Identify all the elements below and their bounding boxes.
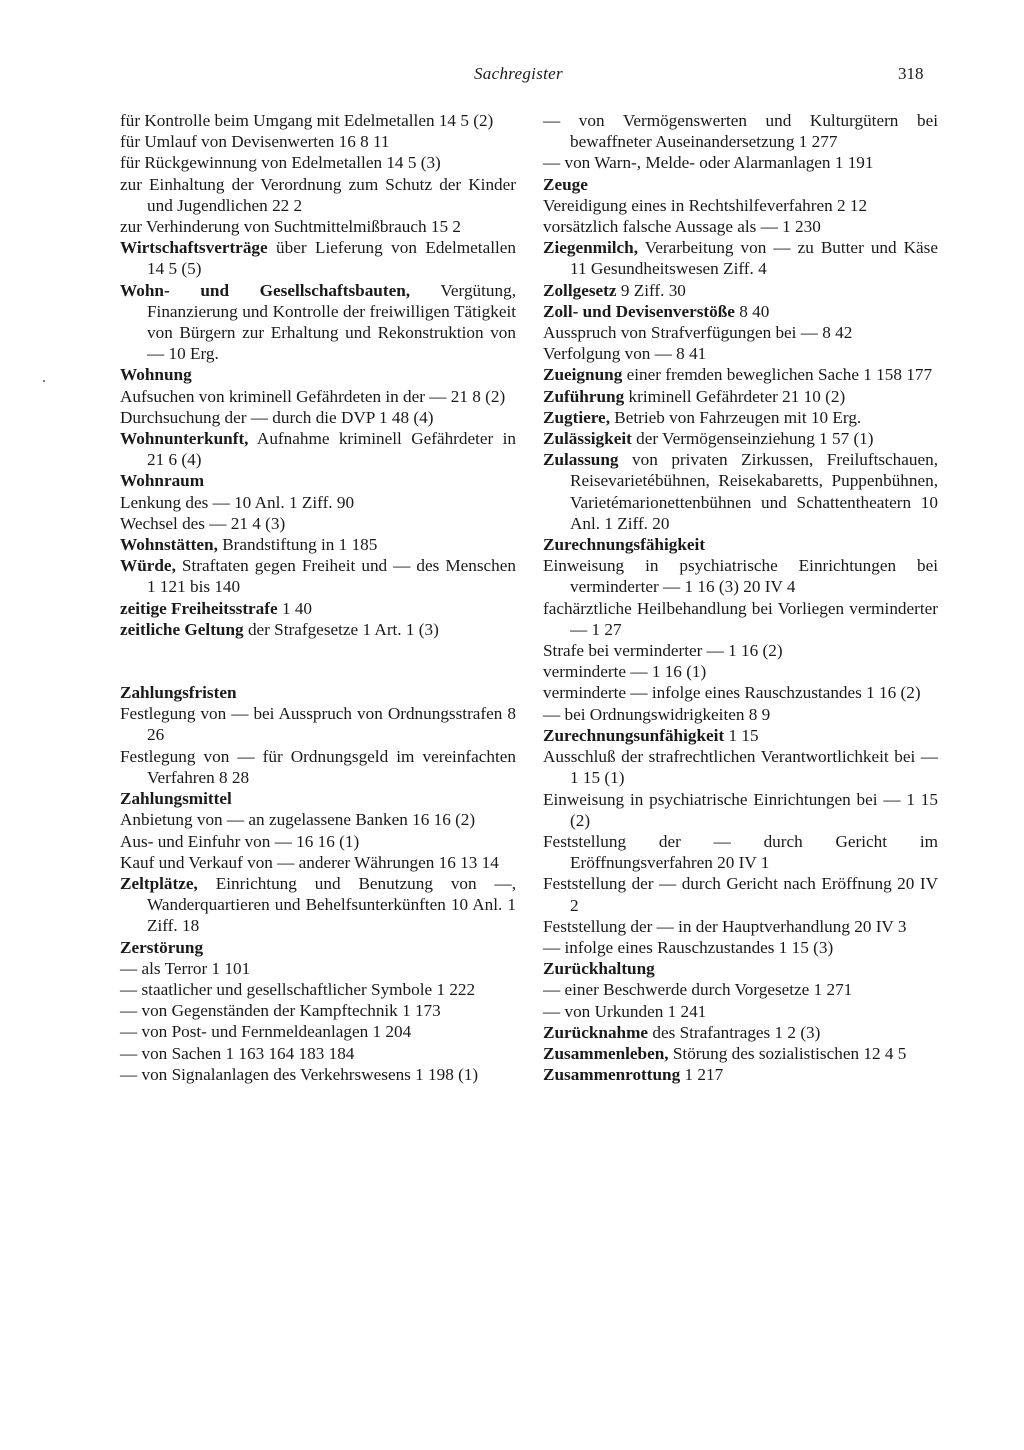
index-entry bbox=[543, 725, 938, 746]
index-entry-headword: Zusammenleben, bbox=[543, 1043, 669, 1063]
index-entry-text: — von Urkunden 1 241 bbox=[543, 1001, 707, 1021]
index-entry-headword: zeitige Freiheitsstrafe bbox=[120, 598, 278, 618]
index-entry-text: zur Verhinderung von Suchtmittelmißbrauch 15 2 bbox=[120, 217, 461, 237]
index-entry-text: — staatlicher und gesellschaftlicher Symbole 1 222 bbox=[120, 979, 476, 999]
index-entry bbox=[543, 407, 938, 428]
index-entry-text: Einrichtung und Benutzung von —, Wanderquartieren und Behelfsunterkünften 10 Anl. 1 Ziff. 18 bbox=[147, 873, 516, 936]
index-entry-headword: Zerstörung bbox=[120, 937, 204, 957]
index-entry-text: 8 40 bbox=[734, 301, 770, 321]
index-entry bbox=[120, 216, 516, 237]
index-entry bbox=[543, 1022, 938, 1043]
index-column-left bbox=[120, 110, 516, 1085]
index-entry-text: Feststellung der — durch Gericht nach Eröffnung 20 IV 2 bbox=[543, 874, 938, 915]
index-entry bbox=[120, 873, 516, 937]
index-entry-text: — von Signalanlagen des Verkehrswesens 1 198 (1) bbox=[120, 1064, 479, 1084]
index-entry bbox=[120, 534, 516, 555]
index-entry bbox=[120, 428, 516, 470]
index-entry bbox=[543, 364, 938, 385]
index-entry-text: — von Post- und Fernmeldeanlagen 1 204 bbox=[120, 1022, 412, 1042]
index-entry bbox=[543, 216, 938, 237]
index-entry bbox=[120, 1000, 516, 1021]
index-entry bbox=[543, 386, 938, 407]
index-entry-text: Aufsuchen von kriminell Gefährdeten in der — 21 8 (2) bbox=[120, 386, 506, 406]
index-entry bbox=[543, 958, 938, 979]
index-entry-text: vorsätzlich falsche Aussage als — 1 230 bbox=[543, 217, 821, 237]
index-entry bbox=[120, 407, 516, 428]
index-entry-text: Anbietung von — an zugelassene Banken 16 16 (2) bbox=[120, 810, 476, 830]
index-entry-headword: Wohnunterkunft, bbox=[120, 429, 249, 449]
index-entry-headword: Zahlungsmittel bbox=[120, 789, 232, 809]
index-entry bbox=[120, 280, 516, 365]
index-entry bbox=[543, 1001, 938, 1022]
margin-speck bbox=[43, 380, 45, 382]
index-entry-text: — von Vermögenswerten und Kulturgütern bei bewaffneter Auseinandersetzung 1 277 bbox=[543, 111, 938, 152]
index-entry-text: Brandstiftung in 1 185 bbox=[217, 535, 378, 555]
index-entry-text: über Lieferung von Edelmetallen 14 5 (5) bbox=[147, 238, 516, 279]
index-entry-headword: Zusammenrottung bbox=[543, 1065, 681, 1085]
index-entry-text: für Rückgewinnung von Edelmetallen 14 5 (3) bbox=[120, 153, 441, 173]
index-entry-text: Vereidigung eines in Rechtshilfeverfahren 2 12 bbox=[543, 195, 868, 215]
index-entry bbox=[543, 916, 938, 937]
index-entry-text: Wechsel des — 21 4 (3) bbox=[120, 513, 286, 533]
index-entry-headword: Zueignung bbox=[543, 365, 623, 385]
index-entry-text: Verfolgung von — 8 41 bbox=[543, 344, 707, 364]
index-entry bbox=[120, 831, 516, 852]
index-entry-text: Festlegung von — bei Ausspruch von Ordnungsstrafen 8 26 bbox=[120, 704, 516, 745]
index-entry bbox=[543, 555, 938, 597]
index-entry-text: Kauf und Verkauf von — anderer Währungen 16 13 14 bbox=[120, 852, 499, 872]
index-entry bbox=[120, 852, 516, 873]
index-entry-text: Ausspruch von Strafverfügungen bei — 8 42 bbox=[543, 323, 853, 343]
index-entry-text: — von Warn-, Melde- oder Alarmanlagen 1 191 bbox=[543, 153, 874, 173]
index-entry-text: der Vermögenseinziehung 1 57 (1) bbox=[631, 429, 874, 449]
index-entry bbox=[120, 682, 516, 703]
index-entry bbox=[120, 619, 516, 640]
index-entry bbox=[120, 1021, 516, 1042]
index-entry bbox=[543, 661, 938, 682]
index-entry-headword: Zurechnungsfähigkeit bbox=[543, 535, 706, 555]
index-entry-text: fachärztliche Heilbehandlung bei Vorliegen verminderter — 1 27 bbox=[543, 598, 938, 639]
index-entry-text: Betrieb von Fahrzeugen mit 10 Erg. bbox=[610, 407, 862, 427]
index-entry-text: Einweisung in psychiatrische Einrichtungen bei verminderter — 1 16 (3) 20 IV 4 bbox=[543, 556, 938, 597]
index-entry bbox=[543, 280, 938, 301]
index-entry-headword: Zurechnungsunfähigkeit bbox=[543, 725, 725, 745]
index-entry-text: Ausschluß der strafrechtlichen Verantwortlichkeit bei — 1 15 (1) bbox=[543, 747, 938, 788]
index-entry bbox=[120, 788, 516, 809]
index-entry-headword: Zurückhaltung bbox=[543, 959, 655, 979]
page-number: 318 bbox=[898, 64, 924, 83]
index-entry-text: des Strafantrages 1 2 (3) bbox=[648, 1022, 821, 1042]
index-column-right bbox=[543, 110, 938, 1085]
index-entry bbox=[120, 110, 516, 131]
index-entry-text: Störung des sozialistischen 12 4 5 bbox=[668, 1043, 907, 1063]
index-entry bbox=[543, 534, 938, 555]
index-entry bbox=[120, 174, 516, 216]
index-entry bbox=[543, 152, 938, 173]
index-entry-text: Straftaten gegen Freiheit und — des Menschen 1 121 bis 140 bbox=[147, 556, 516, 597]
index-entry bbox=[543, 873, 938, 915]
index-entry-headword: Zuführung bbox=[543, 386, 625, 406]
index-entry bbox=[543, 640, 938, 661]
index-entry-headword: Zeuge bbox=[543, 174, 588, 194]
index-entry bbox=[543, 704, 938, 725]
index-entry bbox=[543, 174, 938, 195]
index-entry bbox=[120, 131, 516, 152]
index-entry-text: — als Terror 1 101 bbox=[120, 958, 251, 978]
index-entry-text: Verarbeitung von — zu Butter und Käse 11 Gesundheitswesen Ziff. 4 bbox=[570, 238, 938, 279]
index-entry-text: 1 217 bbox=[680, 1065, 724, 1085]
index-entry-text: — von Sachen 1 163 164 183 184 bbox=[120, 1043, 355, 1063]
index-entry bbox=[543, 1043, 938, 1064]
index-entry bbox=[120, 979, 516, 1000]
index-entry-headword: Zahlungsfristen bbox=[120, 683, 237, 703]
index-entry-text: Strafe bei verminderter — 1 16 (2) bbox=[543, 641, 783, 661]
index-entry bbox=[120, 492, 516, 513]
index-entry-text: Feststellung der — durch Gericht im Eröffnungsverfahren 20 IV 1 bbox=[543, 831, 938, 873]
index-entry bbox=[543, 195, 938, 216]
index-entry-text: Aus- und Einfuhr von — 16 16 (1) bbox=[120, 831, 360, 851]
index-entry bbox=[543, 110, 938, 152]
index-entry bbox=[543, 301, 938, 322]
index-entry-text: Feststellung der — in der Hauptverhandlung 20 IV 3 bbox=[543, 916, 907, 936]
index-entry bbox=[120, 809, 516, 830]
index-entry-text: Vergütung, Finanzierung und Kontrolle der freiwilligen Tätigkeit von Bürgern zur Erhaltung und Rekonstruktion von — 10 Erg. bbox=[147, 280, 516, 364]
index-entry-headword: Wohnung bbox=[120, 365, 192, 385]
index-entry-text: einer fremden beweglichen Sache 1 158 177 bbox=[622, 365, 933, 385]
index-entry-headword: Zurücknahme bbox=[543, 1022, 649, 1042]
index-entry bbox=[120, 703, 516, 745]
index-entry bbox=[543, 937, 938, 958]
index-entry-text: 1 15 bbox=[724, 725, 759, 745]
index-entry-headword: Wirtschaftsverträge bbox=[120, 238, 268, 258]
index-entry-headword: Wohnstätten, bbox=[120, 535, 218, 555]
index-entry-text: 9 Ziff. 30 bbox=[616, 280, 686, 300]
index-entry-headword: Zollgesetz bbox=[543, 280, 617, 300]
index-entry-text: verminderte — 1 16 (1) bbox=[543, 662, 707, 682]
index-entry-text: zur Einhaltung der Verordnung zum Schutz der Kinder und Jugendlichen 22 2 bbox=[120, 174, 516, 215]
index-entry bbox=[543, 343, 938, 364]
index-entry bbox=[543, 831, 938, 873]
index-entry bbox=[120, 470, 516, 491]
running-header-title: Sachregister bbox=[474, 64, 563, 83]
index-entry bbox=[120, 152, 516, 173]
index-entry bbox=[120, 386, 516, 407]
index-entry bbox=[543, 428, 938, 449]
index-entry-text: der Strafgesetze 1 Art. 1 (3) bbox=[243, 619, 439, 639]
index-entry-headword: zeitliche Geltung bbox=[120, 619, 244, 639]
index-entry-headword: Wohn- und Gesellschaftsbauten, bbox=[120, 280, 411, 300]
index-entry-text: von privaten Zirkussen, Freiluftschauen, Reisevarietébühnen, Reisekabaretts, Puppenbühnen, Varietémarionettenbühnen und Schattentheatern 10 Anl. 1 Ziff. 20 bbox=[570, 450, 938, 533]
index-entry-text: — infolge eines Rauschzustandes 1 15 (3) bbox=[543, 937, 834, 957]
index-entry bbox=[543, 979, 938, 1000]
index-entry-headword: Zulässigkeit bbox=[543, 429, 632, 449]
index-entry-text: — einer Beschwerde durch Vorgesetze 1 271 bbox=[543, 980, 853, 1000]
index-entry-headword: Zoll- und Devisenverstöße bbox=[543, 301, 735, 321]
index-entry bbox=[120, 937, 516, 958]
index-entry-text: 1 40 bbox=[277, 598, 313, 618]
index-entry-text: — bei Ordnungswidrigkeiten 8 9 bbox=[543, 704, 771, 724]
index-entry bbox=[120, 513, 516, 534]
index-entry-headword: Wohnraum bbox=[120, 471, 205, 491]
index-entry bbox=[543, 449, 938, 534]
index-entry-text: — von Gegenständen der Kampftechnik 1 173 bbox=[120, 1001, 441, 1021]
index-entry-text: Aufnahme kriminell Gefährdeter in 21 6 (4) bbox=[147, 429, 516, 470]
index-entry-text: kriminell Gefährdeter 21 10 (2) bbox=[624, 386, 846, 406]
index-entry-text: Durchsuchung der — durch die DVP 1 48 (4) bbox=[120, 407, 434, 427]
index-entry bbox=[120, 958, 516, 979]
index-entry-headword: Zulassung bbox=[543, 450, 619, 470]
index-entry-headword: Würde, bbox=[120, 556, 176, 576]
index-entry-headword: Ziegenmilch, bbox=[543, 238, 639, 258]
index-entry-headword: Zeltplätze, bbox=[120, 873, 198, 893]
index-entry bbox=[543, 789, 938, 831]
index-entry-text: für Kontrolle beim Umgang mit Edelmetallen 14 5 (2) bbox=[120, 111, 494, 130]
index-entry-text: für Umlauf von Devisenwerten 16 8 11 bbox=[120, 132, 390, 152]
index-entry bbox=[543, 1064, 938, 1085]
index-entry-text: Festlegung von — für Ordnungsgeld im vereinfachten Verfahren 8 28 bbox=[120, 746, 516, 787]
index-entry bbox=[120, 1043, 516, 1064]
index-entry bbox=[543, 746, 938, 788]
index-entry-headword: Zugtiere, bbox=[543, 407, 610, 427]
index-entry bbox=[543, 598, 938, 640]
index-entry-text: Lenkung des — 10 Anl. 1 Ziff. 90 bbox=[120, 492, 355, 512]
index-entry bbox=[543, 237, 938, 279]
index-entry bbox=[543, 322, 938, 343]
section-gap bbox=[120, 640, 516, 682]
index-entry-text: verminderte — infolge eines Rauschzustandes 1 16 (2) bbox=[543, 683, 921, 703]
index-entry bbox=[120, 237, 516, 279]
index-entry bbox=[120, 598, 516, 619]
index-entry bbox=[120, 364, 516, 385]
index-entry bbox=[120, 555, 516, 597]
index-entry bbox=[120, 746, 516, 788]
index-entry bbox=[120, 1064, 516, 1085]
index-entry bbox=[543, 682, 938, 703]
index-entry-text: Einweisung in psychiatrische Einrichtungen bei — 1 15 (2) bbox=[543, 789, 938, 830]
